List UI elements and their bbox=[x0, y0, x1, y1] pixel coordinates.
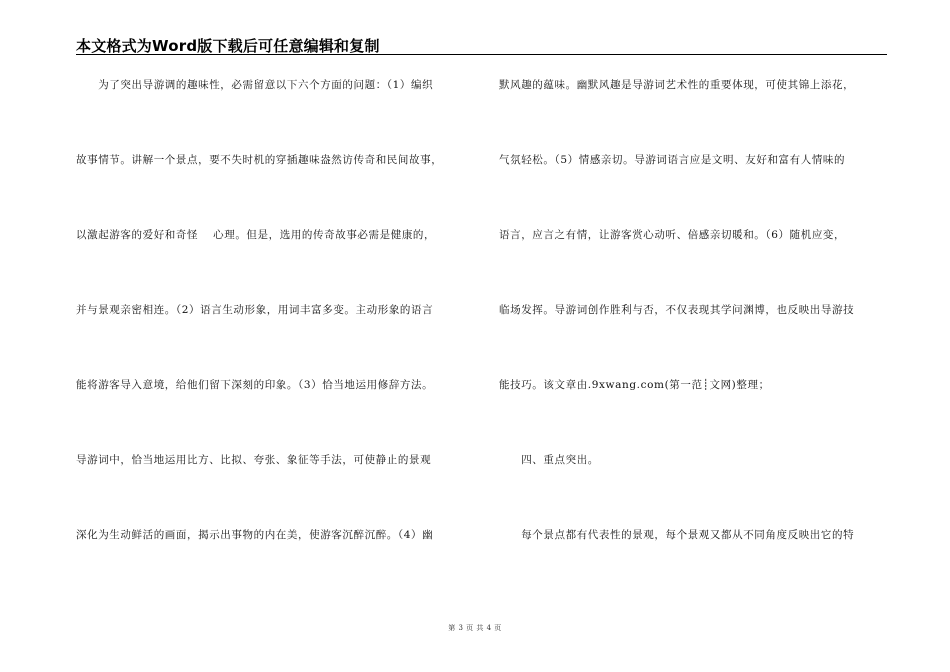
text-line: 默风趣的蕴味。幽默风趣是导游词艺术性的重要体现，可使其锦上添花， bbox=[499, 79, 855, 91]
text-line: 为了突出导游调的趣味性，必需留意以下六个方面的问题：（1）编织 bbox=[76, 79, 434, 91]
left-column bbox=[76, 78, 465, 603]
right-column bbox=[499, 78, 887, 603]
header-divider bbox=[76, 54, 887, 55]
text-line: 以激起游客的爱好和奇怪 心理。但是，选用的传奇故事必需是健康的， bbox=[76, 229, 436, 241]
text-line: 并与景观亲密相连。（2）语言生动形象，用词丰富多变。主动形象的语言 bbox=[76, 304, 434, 316]
text-line: 能技巧。该文章由.9xwang.com(第一范┊文网)整理； bbox=[499, 379, 770, 391]
text-line: 深化为生动鲜活的画面，揭示出事物的内在美，使游客沉醉沉醉。（4）幽 bbox=[76, 529, 434, 541]
text-line: 故事情节。讲解一个景点，要不失时机的穿插趣味盎然访传奇和民间故事， bbox=[76, 154, 443, 166]
text-line: 语言，应言之有情，让游客赏心动听、倍感亲切暖和。（6）随机应变， bbox=[499, 229, 846, 241]
document-header-title: 本文格式为Word版下载后可任意编辑和复制 bbox=[76, 37, 380, 55]
text-line: 能将游客导入意境，给他们留下深刻的印象。（3）恰当地运用修辞方法。 bbox=[76, 379, 434, 391]
text-line: 临场发挥。导游词创作胜利与否，不仅表现其学问渊博，也反映出导游技 bbox=[499, 304, 855, 316]
section-heading: 四、重点突出。 bbox=[499, 454, 599, 466]
text-line: 每个景点都有代表性的景观，每个景观又都从不同角度反映出它的特 bbox=[499, 529, 855, 541]
page-number: 第 3 页 共 4 页 bbox=[448, 624, 502, 632]
text-line: 导游词中，恰当地运用比方、比拟、夸张、象征等手法，可使静止的景观 bbox=[76, 454, 432, 466]
text-line: 气氛轻松。（5）情感亲切。导游词语言应是文明、友好和富有人情味的 bbox=[499, 154, 846, 166]
